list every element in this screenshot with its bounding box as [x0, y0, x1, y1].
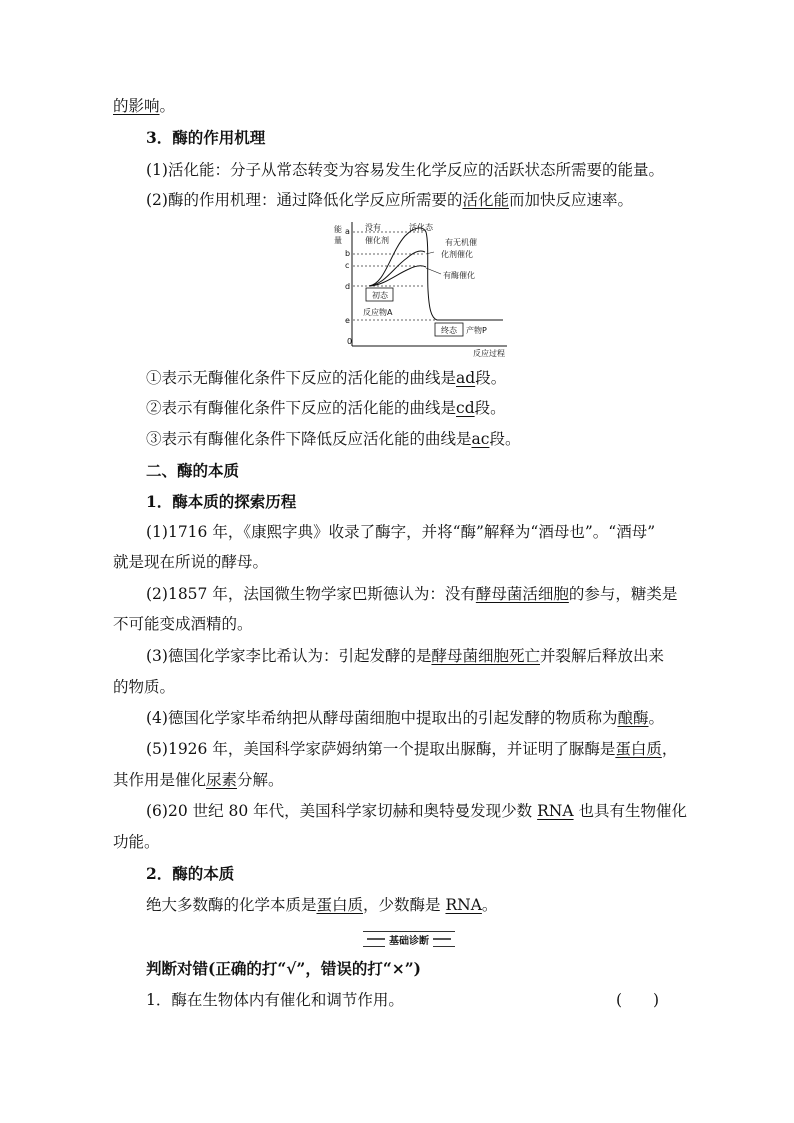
text-line: 的物质。: [113, 678, 176, 696]
judge-instruction: 判断对错(正确的打“√”，错误的打“×”): [146, 959, 422, 978]
section-heading: 2．酶的本质: [146, 864, 235, 883]
section-heading: 二、酶的本质: [146, 461, 240, 480]
origin-label: 0: [347, 337, 353, 346]
y-label-1: 能: [334, 225, 342, 234]
text-line: (5)1926 年，美国科学家萨姆纳第一个提取出脲酶，并证明了脲酶是蛋白质，: [146, 740, 678, 758]
text-line: (4)德国化学家毕希纳把从酵母菌细胞中提取出的引起发酵的物质称为酿酶。: [146, 709, 664, 727]
basic-diagnosis-banner: 基础诊断: [363, 931, 455, 947]
label-active-state: 活化态: [409, 223, 433, 232]
text-line: ①表示无酶催化条件下反应的活化能的曲线是ad段。: [146, 369, 507, 387]
tick-b: b: [345, 249, 351, 258]
activation-energy-figure: [325, 218, 515, 358]
tick-d: d: [345, 282, 351, 291]
question-item: 1．酶在生物体内有催化和调节作用。: [146, 991, 404, 1009]
curve-inorganic-catalyst: [369, 251, 425, 286]
label-final: 终态: [441, 326, 457, 335]
y-label-2: 量: [334, 236, 342, 245]
label-inorganic-2: 化剂催化: [441, 250, 473, 259]
section-heading: 3．酶的作用机理: [146, 128, 266, 147]
label-no-catalyst-1: 没有: [365, 223, 381, 232]
text-line: 绝大多数酶的化学本质是蛋白质，少数酶是 RNA。: [146, 896, 498, 914]
text-line: 的影响。: [113, 97, 176, 115]
text-line: 就是现在所说的酵母。: [113, 553, 269, 571]
answer-blank: ( ): [616, 991, 660, 1009]
text-line: 功能。: [113, 833, 160, 851]
text-line: ③表示有酶催化条件下降低反应活化能的曲线是ac段。: [146, 430, 521, 448]
tick-c: c: [345, 261, 350, 270]
label-no-catalyst-2: 催化剂: [365, 236, 389, 245]
text-line: (6)20 世纪 80 年代，美国科学家切赫和奥特曼发现少数 RNA 也具有生物催化: [146, 802, 687, 820]
label-enzyme: 有酶催化: [443, 271, 475, 280]
tick-a: a: [345, 227, 350, 236]
text-line: (1)活化能：分子从常态转变为容易发生化学反应的活跃状态所需要的能量。: [146, 161, 664, 179]
text-line: ②表示有酶催化条件下反应的活化能的曲线是cd段。: [146, 399, 506, 417]
text-line: 不可能变成酒精的。: [113, 615, 253, 633]
label-reactant: 反应物A: [363, 308, 393, 317]
text-line: (2)1857 年，法国微生物学家巴斯德认为：没有酵母菌活细胞的参与，糖类是: [146, 585, 678, 603]
label-product: 产物P: [466, 326, 487, 335]
section-heading: 1．酶本质的探索历程: [146, 492, 297, 511]
text-line: (2)酶的作用机理：通过降低化学反应所需要的活化能而加快反应速率。: [146, 191, 633, 209]
x-axis-label: 反应过程: [473, 349, 505, 358]
tick-e: e: [345, 316, 350, 325]
text-line: 其作用是催化尿素分解。: [113, 771, 284, 789]
label-inorganic-1: 有无机催: [445, 238, 477, 247]
text-line: (1)1716 年，《康熙字典》收录了酶字，并将“酶”解释为“酒母也”。“酒母”: [146, 523, 656, 541]
text-line: (3)德国化学家李比希认为：引起发酵的是酵母菌细胞死亡并裂解后释放出来: [146, 647, 664, 665]
label-initial: 初态: [372, 291, 388, 300]
